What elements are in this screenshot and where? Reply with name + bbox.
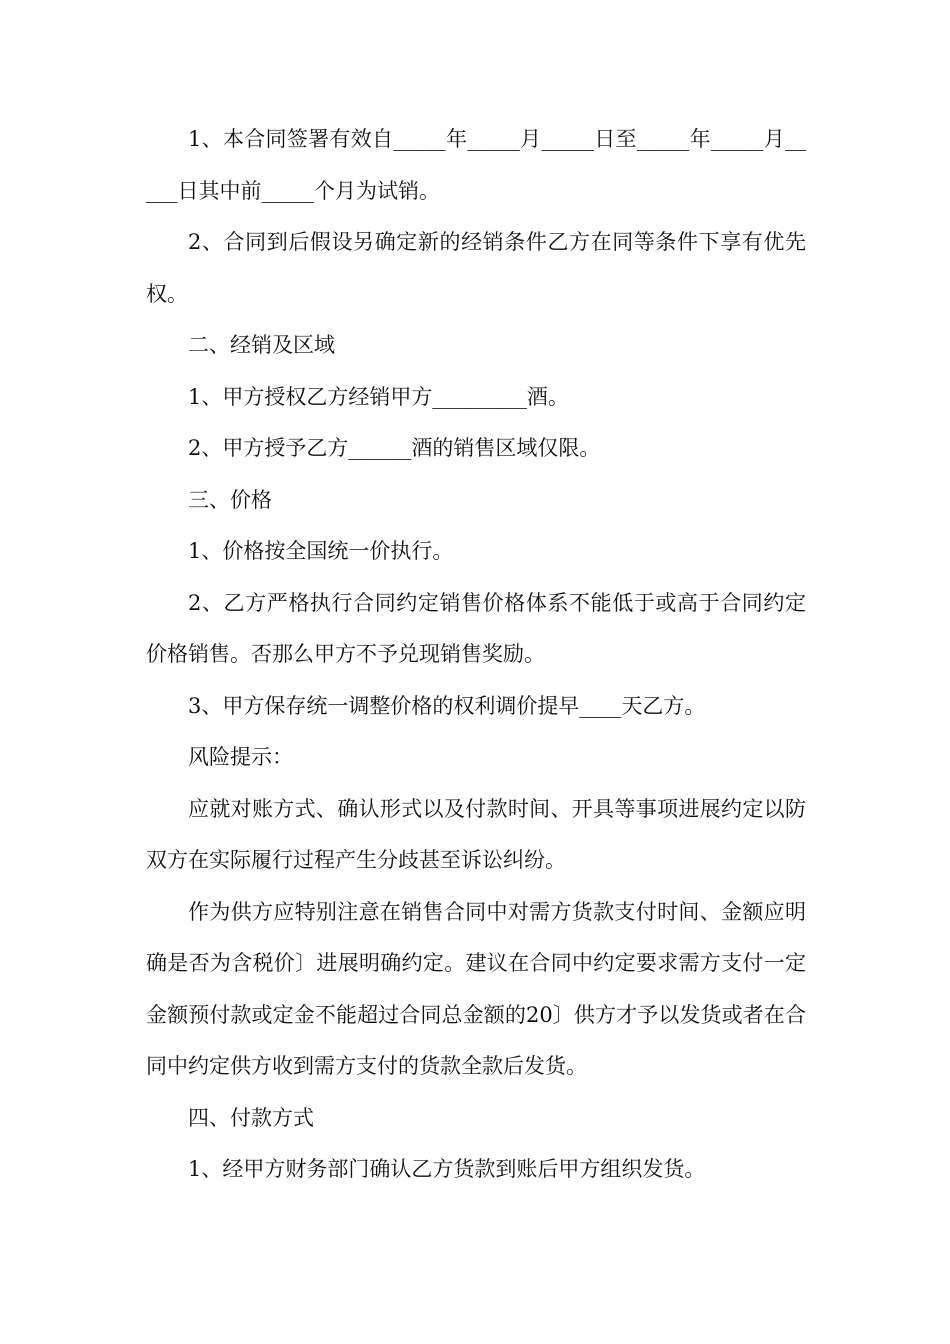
section-heading-distribution-area: 二、经销及区域 (188, 333, 335, 357)
risk-notice-heading: 风险提示： (188, 745, 293, 769)
clause-price-system: 2、乙方严格执行合同约定销售价格体系不能低于或高于合同约定价格销售。否那么甲方不予兑现销售奖励。 (146, 590, 806, 666)
section-heading-payment-method: 四、付款方式 (188, 1105, 314, 1130)
risk-notice-reconciliation: 应就对账方式、确认形式以及付款时间、开具等事项进展约定以防双方在实际履行过程产生分歧甚至诉讼纠纷。 (146, 796, 806, 872)
risk-notice-payment: 作为供方应特别注意在销售合同中对需方货款支付时间、金额应明确是否为含税价〕进展明确约定。建议在合同中约定要求需方支付一定金额预付款或定金不能超过合同总金额的20〕供方才予以发货或者在合同中约定供方收到需方支付的货款全款后发货。 (146, 899, 806, 1078)
document-body (146, 114, 806, 1196)
clause-payment-confirmation: 1、经甲方财务部门确认乙方货款到账后甲方组织发货。 (188, 1157, 706, 1181)
section-heading-price: 三、价格 (188, 487, 272, 512)
clause-price-adjustment: 3、甲方保存统一调整价格的权利调价提早____天乙方。 (188, 693, 706, 718)
clause-authorization: 1、甲方授权乙方经销甲方_________酒。 (188, 384, 569, 409)
clause-sales-region: 2、甲方授予乙方______酒的销售区域仅限。 (188, 436, 601, 460)
clause-term-validity: 1、本合同签署有效自_____年_____月_____日至_____年_____月_____日其中前_____个月为试销。 (146, 127, 806, 203)
clause-priority-right: 2、合同到后假设另确定新的经销条件乙方在同等条件下享有优先权。 (146, 230, 806, 306)
clause-unified-price: 1、价格按全国统一价执行。 (188, 539, 454, 563)
